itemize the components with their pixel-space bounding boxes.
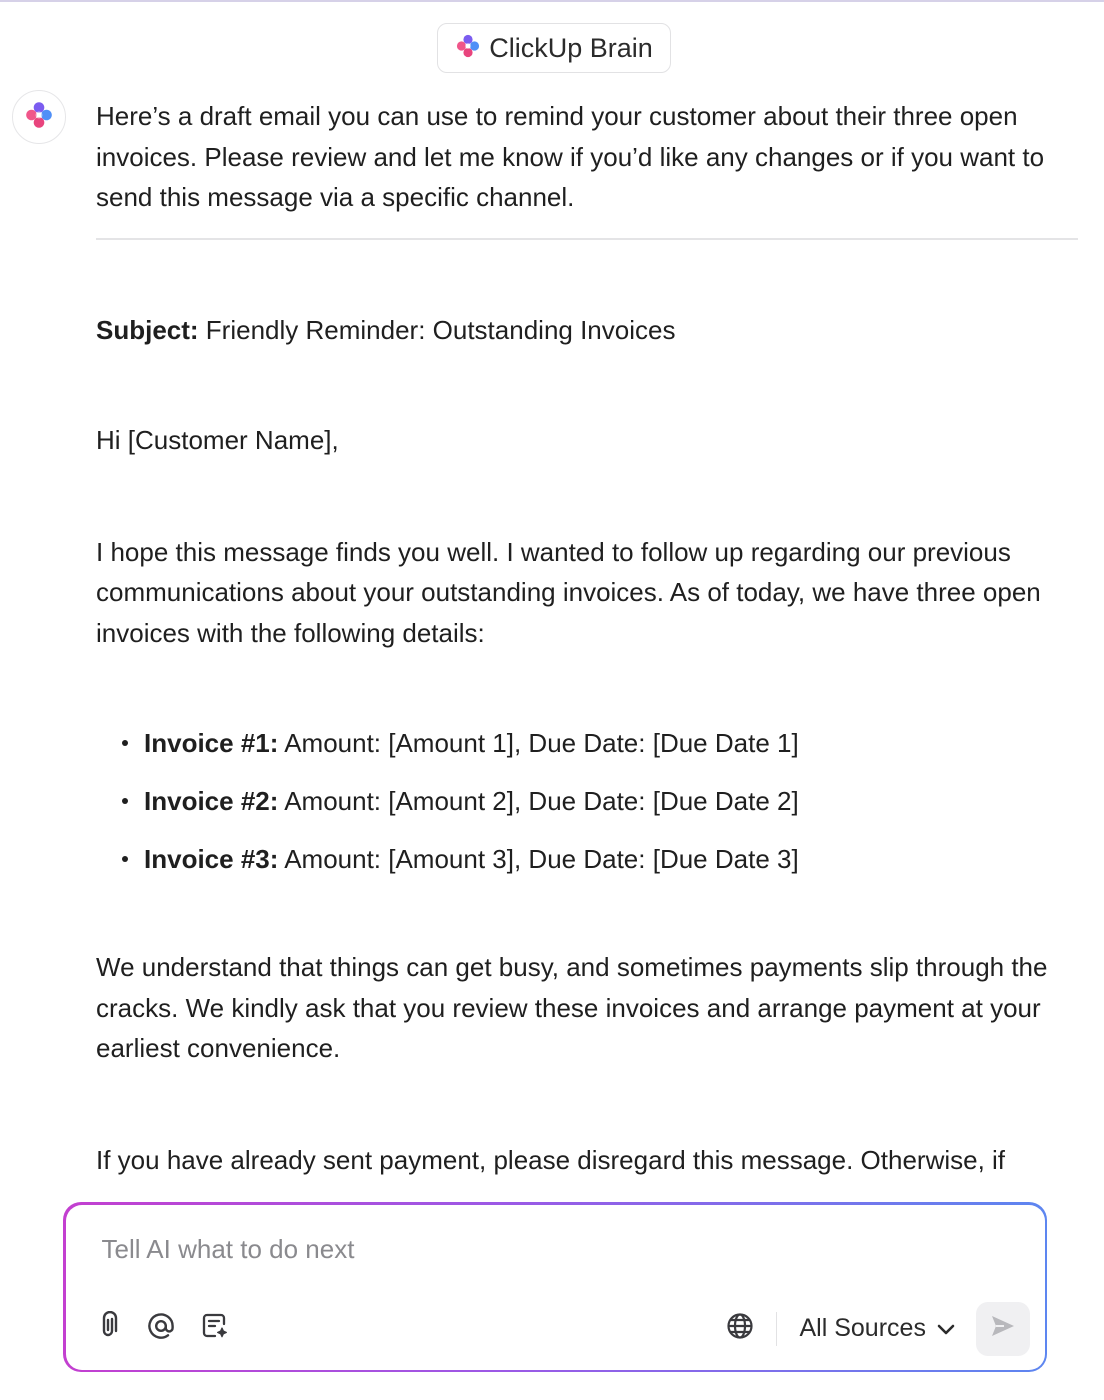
clickup-brain-avatar-icon bbox=[24, 100, 54, 135]
subject-value: Friendly Reminder: Outstanding Invoices bbox=[198, 314, 676, 345]
clickup-brain-logo-icon bbox=[455, 33, 481, 64]
divider bbox=[96, 238, 1078, 240]
composer-box bbox=[66, 1205, 1045, 1370]
clickup-brain-label: ClickUp Brain bbox=[489, 32, 653, 63]
ai-prompt-input[interactable] bbox=[100, 1229, 964, 1271]
ai-response bbox=[96, 96, 1086, 1176]
bullet bbox=[122, 856, 128, 862]
subject-label: Subject: bbox=[96, 314, 199, 345]
send-button[interactable] bbox=[976, 1302, 1030, 1356]
email-paragraph-2: We understand that things can get busy, and sometimes payments slip through the cracks. We kindly ask that you review these invoices and arrange payment at your earliest convenience. bbox=[96, 952, 1048, 1063]
ai-notes-icon bbox=[200, 1311, 230, 1346]
at-mention-icon bbox=[147, 1312, 175, 1345]
sources-label: All Sources bbox=[799, 1314, 926, 1342]
invoice-list bbox=[96, 723, 1086, 879]
invoice-detail: Amount: [Amount 3], Due Date: [Due Date 3] bbox=[278, 844, 799, 874]
email-paragraph-3: If you have already sent payment, please disregard this message. Otherwise, if bbox=[96, 1144, 1006, 1175]
email-subject bbox=[96, 310, 1086, 351]
invoice-detail: Amount: [Amount 1], Due Date: [Due Date 1] bbox=[278, 728, 799, 758]
paperclip-icon bbox=[95, 1311, 121, 1346]
ai-notes-button[interactable] bbox=[197, 1311, 233, 1347]
invoice-label: Invoice #3: bbox=[144, 844, 279, 874]
invoice-label: Invoice #2: bbox=[144, 786, 279, 816]
mention-button[interactable] bbox=[143, 1311, 179, 1347]
toolbar-separator bbox=[776, 1312, 778, 1346]
clickup-brain-chip[interactable] bbox=[437, 23, 671, 73]
sources-dropdown[interactable] bbox=[800, 1309, 956, 1349]
list-item bbox=[96, 781, 1086, 821]
email-paragraph-1: I hope this message finds you well. I wanted to follow up regarding our previous communications about your outstanding invoices. As of today, we have three open invoices with the following details: bbox=[96, 536, 1041, 648]
attach-button[interactable] bbox=[90, 1311, 126, 1347]
list-item bbox=[96, 723, 1086, 763]
invoice-detail: Amount: [Amount 2], Due Date: [Due Date 2] bbox=[278, 786, 799, 816]
top-border bbox=[0, 0, 1104, 2]
response-intro: Here’s a draft email you can use to remind your customer about their three open invoices. Please review and let me know if you’d like any changes or if you want to send this message via a specific channel. bbox=[96, 101, 1045, 212]
chevron-down-icon bbox=[936, 1314, 956, 1343]
list-item bbox=[96, 839, 1086, 879]
globe-icon bbox=[726, 1312, 754, 1345]
invoice-label: Invoice #1: bbox=[144, 728, 279, 758]
send-icon bbox=[989, 1313, 1017, 1344]
bullet bbox=[122, 798, 128, 804]
ai-composer bbox=[63, 1202, 1047, 1372]
ai-avatar bbox=[12, 90, 66, 144]
web-search-button[interactable] bbox=[722, 1311, 758, 1347]
bullet bbox=[122, 740, 128, 746]
email-greeting: Hi [Customer Name], bbox=[96, 425, 339, 455]
